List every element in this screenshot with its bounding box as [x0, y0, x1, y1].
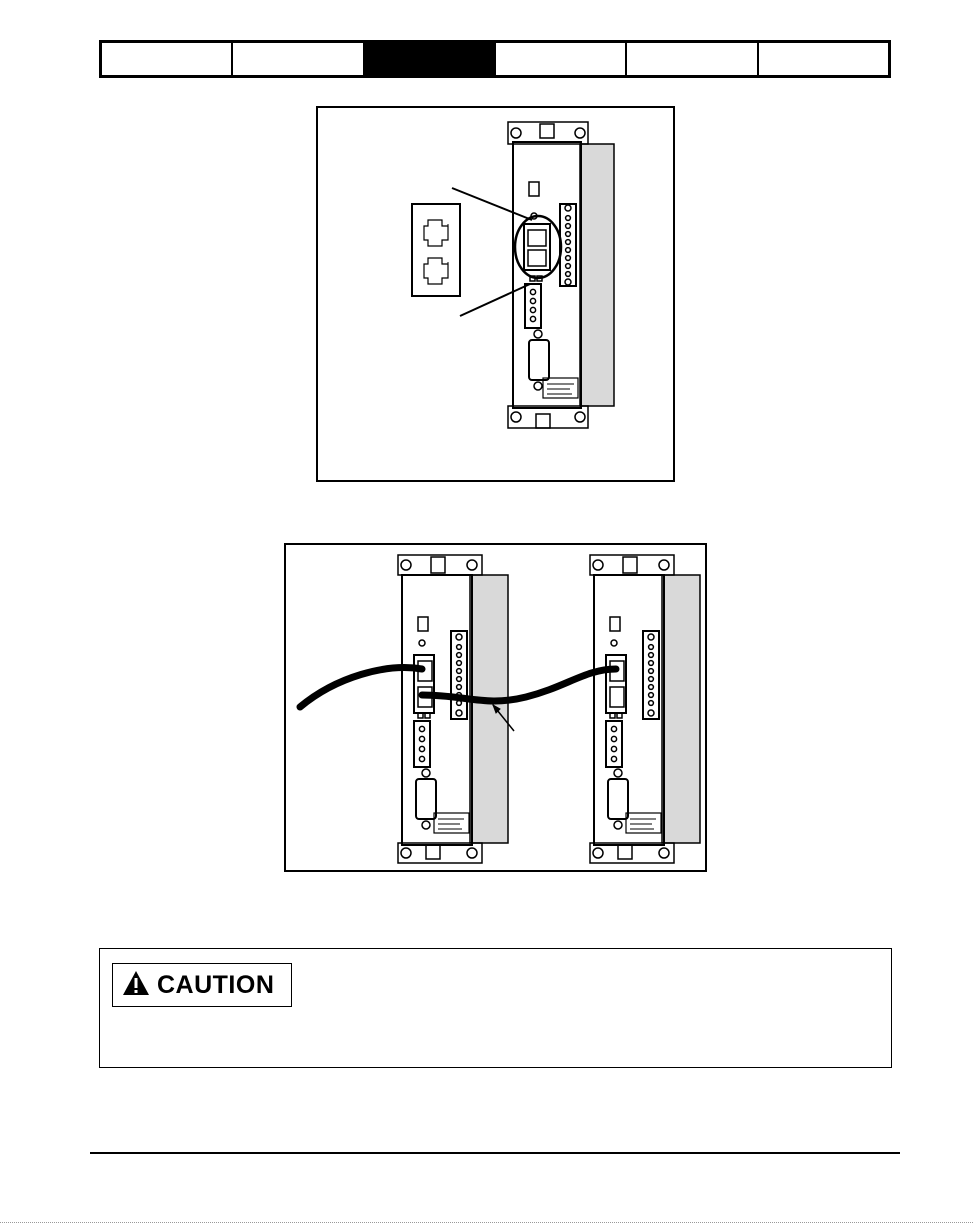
callout-line-lower	[460, 284, 530, 316]
drive-a	[398, 555, 508, 863]
drives-connected-illustration	[286, 545, 705, 870]
warning-triangle-icon	[121, 969, 151, 1002]
footer-rule	[90, 1152, 900, 1154]
page-bottom-dotted-edge	[0, 1222, 973, 1223]
section-tab-3-active[interactable]	[365, 43, 496, 75]
heatsink-panel	[580, 144, 614, 406]
callout-line-upper	[452, 188, 532, 220]
rj45-detail-box	[412, 204, 460, 296]
section-tab-4[interactable]	[496, 43, 627, 75]
section-tab-5[interactable]	[627, 43, 758, 75]
section-tab-1[interactable]	[102, 43, 233, 75]
figure-drives-connected	[284, 543, 707, 872]
section-tab-bar	[99, 40, 891, 78]
drive-ports-illustration	[318, 108, 673, 480]
section-tab-2[interactable]	[233, 43, 364, 75]
caution-box	[99, 948, 892, 1068]
section-tab-6[interactable]	[759, 43, 888, 75]
figure-drive-ports	[316, 106, 675, 482]
caution-label	[112, 963, 292, 1007]
incoming-cable	[300, 668, 422, 707]
port-highlight-circle	[515, 216, 561, 278]
caution-heading: CAUTION	[157, 970, 275, 999]
drive-b	[590, 555, 700, 863]
